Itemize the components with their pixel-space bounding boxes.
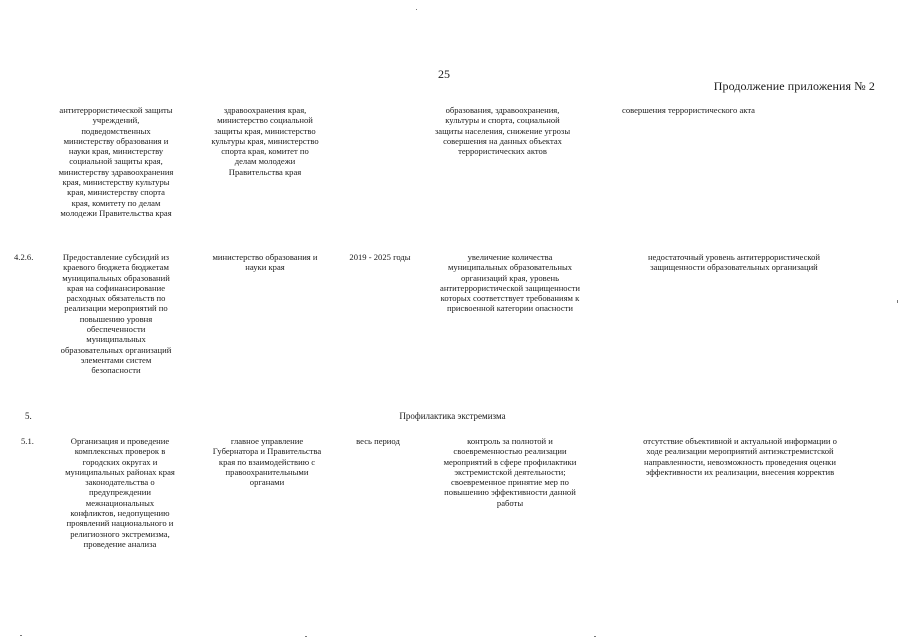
- row-0-executor: здравоохранения края, министерство социальной защиты края, министерство культуры края, министерство спорта края, комитет по делам молодежи Правительства края: [211, 105, 319, 177]
- row-1-period: 2019 - 2025 годы: [349, 252, 411, 262]
- row-1-result: увеличение количества муниципальных образовательных организаций края, уровень антитеррористической защищенности которых соответствует требованиям к присвоенной категории опасности: [440, 252, 580, 314]
- row-1-number: 4.2.6.: [14, 252, 34, 262]
- row-2-consequence: отсутствие объективной и актуальной информации о ходе реализации мероприятий антиэкстремистской направленности, невозможность проведения оценки эффективности их реализации, внесения корректив: [643, 436, 837, 477]
- row-1-executor: министерство образования и науки края: [212, 252, 318, 273]
- row-1-consequence: недостаточный уровень антитеррористической защищенности образовательных организаций: [647, 252, 821, 273]
- scan-speck: [416, 9, 417, 10]
- row-2-result: контроль за полнотой и своевременностью реализации мероприятий в сфере профилактики экстремистской деятельности; своевременное принятие мер по повышению эффективности данной работы: [443, 436, 577, 508]
- section-number: 5.: [25, 411, 32, 421]
- page-number: 25: [438, 67, 450, 81]
- row-2-period: весь период: [356, 436, 400, 446]
- row-0-consequence: совершения террористического акта: [622, 105, 755, 115]
- row-2-measure: Организация и проведение комплексных проверок в городских округах и муниципальных районах края законодательства о предупреждении межнациональных конфликтов, недопущению проявлений национального и религиозного экстремизма, проведение анализа: [65, 436, 175, 549]
- continuation-heading: Продолжение приложения № 2: [713, 79, 875, 93]
- row-1-measure: Предоставление субсидий из краевого бюджета бюджетам муниципальных образований края на софинансирование расходных обязательств по реализации мероприятий по повышению уровня обеспеченности муниципальных образовательных организаций элементами систем безопасности: [60, 252, 172, 376]
- scan-speck: [897, 300, 898, 303]
- row-0-result: образования, здравоохранения, культуры и спорта, социальной защиты населения, снижение угрозы совершения на данных объектах террористических актов: [434, 105, 571, 157]
- row-0-measure: антитеррористической защиты учреждений, подведомственных министерству образования и науки края, министерству социальной защиты края, министерству здравоохранения края, министерству культуры края, министерству спорта края, комитету по делам молодежи Правительства края: [58, 105, 174, 218]
- scan-speck: [20, 635, 22, 636]
- scan-speck: [305, 636, 307, 637]
- row-2-executor: главное управление Губернатора и Правительства края по взаимодействию с правоохранительными органами: [212, 436, 322, 488]
- section-title: Профилактика экстремизма: [399, 411, 506, 421]
- scan-speck: [594, 636, 596, 637]
- row-2-number: 5.1.: [21, 436, 34, 446]
